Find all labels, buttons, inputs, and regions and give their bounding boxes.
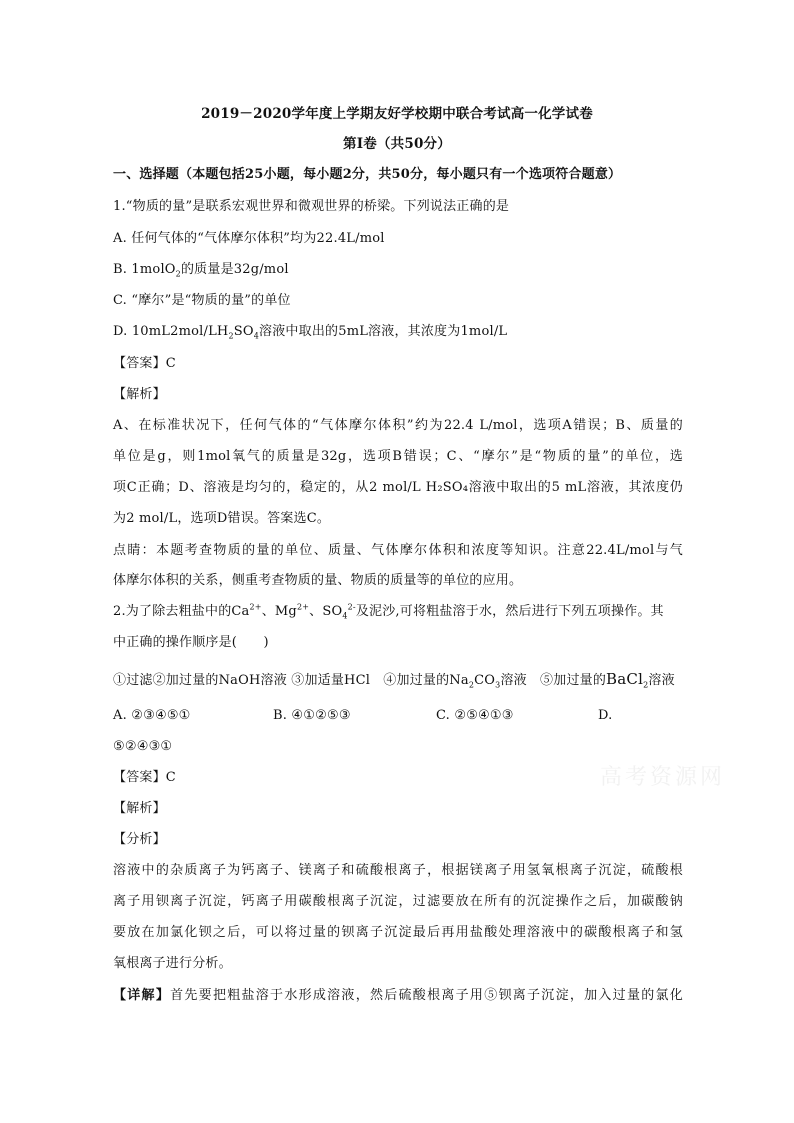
q1-analysis-line: 为2 mol/L，选项D错误。答案选C。 xyxy=(113,511,331,526)
q2-option-b: B. ④①②⑤③ xyxy=(273,708,351,723)
q1-option-a: A. 任何气体的“气体摩尔体积”均为22.4L/mol xyxy=(113,231,385,246)
q1-option-c: C. “摩尔”是“物质的量”的单位 xyxy=(113,293,291,308)
volume-subtitle: 第Ⅰ卷（共50分） xyxy=(343,136,451,152)
q1-comment-line: 点睛：本题考查物质的量的单位、质量、气体摩尔体积和浓度等知识。注意22.4L/mol与气 xyxy=(113,543,683,558)
q2-answer: 【答案】C xyxy=(113,770,176,785)
q1-stem: 1.“物质的量”是联系宏观世界和微观世界的桥梁。下列说法正确的是 xyxy=(113,199,510,214)
q2-stem-line1: 2.为了除去粗盐中的$Ca^{2+}$、$Mg^{2+}$、$SO_4^{2-}$及泥沙,可将粗盐溶于水，然后进行下列五项操作。其 xyxy=(113,602,664,621)
q1-answer: 【答案】C xyxy=(113,356,176,371)
q2-option-c: C. ②⑤④①③ xyxy=(436,708,514,723)
q1-analysis-line: 项C正确；D、溶液是均匀的，稳定的，从2 mol/L H₂SO₄溶液中取出的5 mL溶液，其浓度仍 xyxy=(113,480,683,495)
q2-operations: ①过滤②加过量的NaOH溶液 ③加适量HCl ④加过量的$Na_2CO_3$溶液 ⑤加过量的BaCl$_2$溶液 xyxy=(113,670,675,690)
q2-fenxi-line: 离子用钡离子沉淀，钙离子用碳酸根离子沉淀，过滤要放在所有的沉淀操作之后，加碳酸钠 xyxy=(113,894,683,909)
q1-analysis-line: A、在标准状况下，任何气体的“气体摩尔体积”约为22.4 L/mol，选项A错误；B、质量的 xyxy=(113,418,683,433)
q1-option-d: D. $10mL2mol/LH_2SO_4$溶液中取出的5mL溶液，其浓度为1mol/L xyxy=(113,324,508,341)
q2-stem-line2: 中正确的操作顺序是( ) xyxy=(113,635,269,650)
watermark-text: 高考资源网 xyxy=(600,765,726,790)
q1-analysis-label: 【解析】 xyxy=(113,387,166,402)
q2-fenxi-line: 溶液中的杂质离子为钙离子、镁离子和硫酸根离子，根据镁离子用氢氧根离子沉淀，硫酸根 xyxy=(113,863,683,878)
q2-detail: 【详解】首先要把粗盐溶于水形成溶液，然后硫酸根离子用⑤钡离子沉淀，加入过量的氯化 xyxy=(113,988,683,1003)
q2-option-d-value: ⑤②④③① xyxy=(113,739,173,754)
section-heading: 一、选择题（本题包括25小题，每小题2分，共50分，每小题只有一个选项符合题意） xyxy=(113,167,622,182)
q2-fenxi-label: 【分析】 xyxy=(113,832,166,847)
q1-analysis-line: 单位是g，则1mol氧气的质量是32g，选项B错误；C、“摩尔”是“物质的量”的单位，选 xyxy=(113,449,683,464)
q2-option-d-label: D. xyxy=(598,708,613,723)
q2-fenxi-line: 氧根离子进行分析。 xyxy=(113,956,232,971)
q2-analysis-label: 【解析】 xyxy=(113,801,166,816)
q1-option-b: B. 1molO$_2$的质量是32g/mol xyxy=(113,262,289,279)
q2-option-a: A. ②③④⑤① xyxy=(113,708,191,723)
q1-comment-line: 体摩尔体积的关系，侧重考查物质的量、物质的质量等的单位的应用。 xyxy=(113,573,523,588)
q2-fenxi-line: 要放在加氯化钡之后，可以将过量的钡离子沉淀最后再用盐酸处理溶液中的碳酸根离子和氢 xyxy=(113,925,683,940)
exam-title: 2019－2020学年度上学期友好学校期中联合考试高一化学试卷 xyxy=(201,106,593,122)
